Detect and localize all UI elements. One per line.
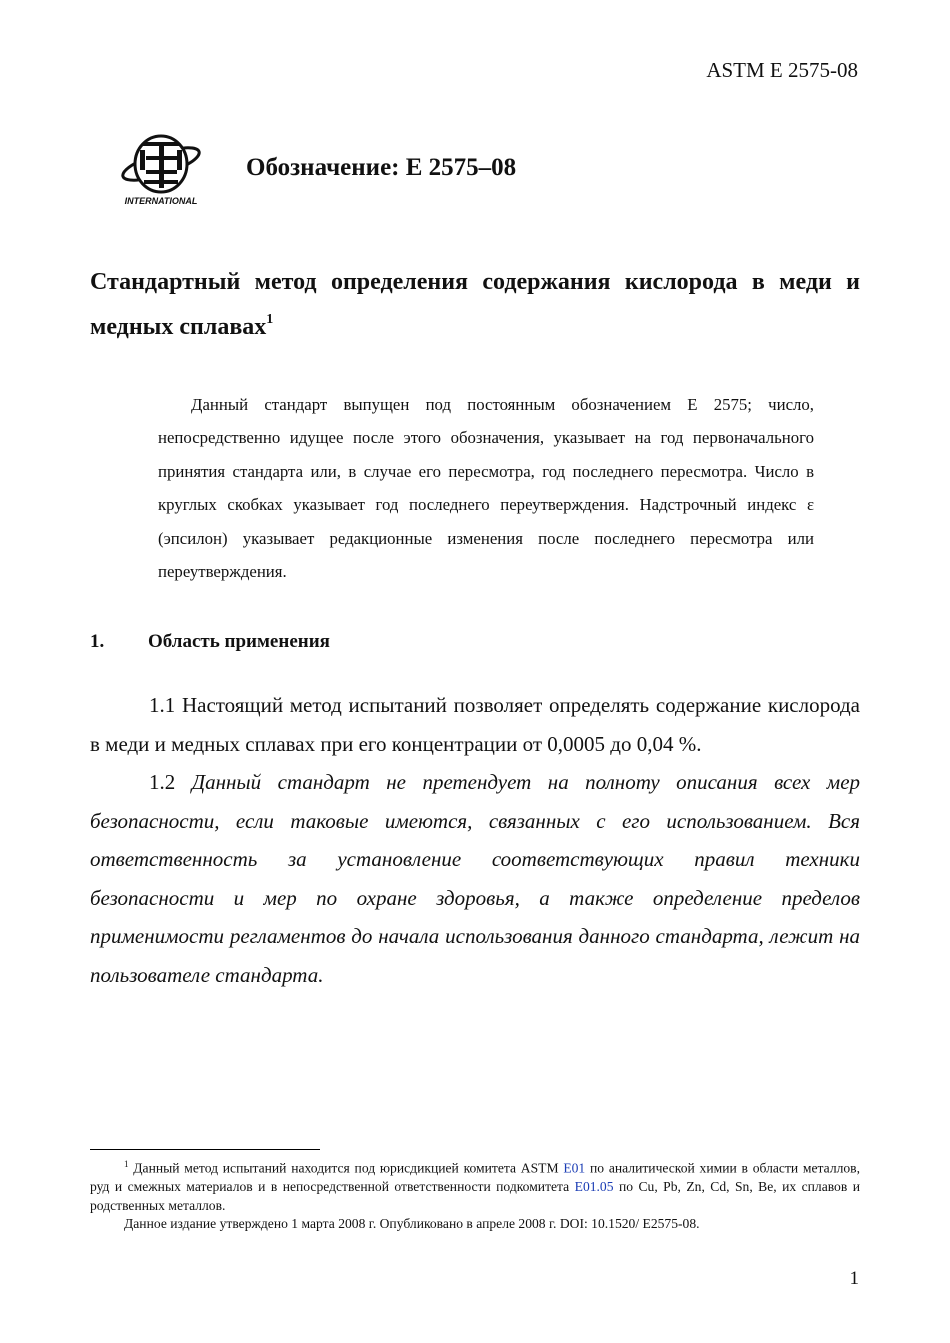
title-text: Стандартный метод определения содержания кислорода в меди и медных сплавах <box>90 269 860 340</box>
logo-label: INTERNATIONAL <box>124 196 198 206</box>
astm-emblem-icon <box>116 132 206 208</box>
footnote-text-b: по аналитической химии в области металлов, руд и смежных материалов и в непосредственной ответственности подкомитета <box>90 1160 860 1195</box>
footnote-text-a: Данный метод испытаний находится под юрисдикцией комитета ASTM <box>133 1160 559 1176</box>
page-number: 1 <box>849 1268 859 1289</box>
designation-notice: Данный стандарт выпущен под постоянным обозначением E 2575; число, непосредственно идущее после этого обозначения, указывает на год первоначального принятия стандарта или, в случае его пересмотра, год последнего пересмотра. Число в круглых скобках указывает год последнего переутверждения. Надстрочный индекс ε (эпсилон) указывает редакционные изменения после последнего пересмотра или переутверждения. <box>158 395 814 582</box>
paragraph-1-1 <box>90 686 860 763</box>
title-footnote-mark[interactable]: 1 <box>266 312 274 327</box>
paragraph-text: Данный стандарт не претендует на полноту описания всех мер безопасности, если таковые имеются, связанных с его использованием. Вся ответственность за установление соответствующих правил техники безопасности и мер по охране здоровья, а также определение пределов применимости регламентов до начала использования данного стандарта, лежит на пользователе стандарта. <box>90 770 861 987</box>
paragraph-1-2 <box>90 763 860 994</box>
paragraph-number: 1.1 <box>149 693 176 717</box>
subcommittee-link[interactable]: E01.05 <box>574 1179 614 1195</box>
paragraph-text: Настоящий метод испытаний позволяет определять содержание кислорода в меди и медных сплавах при его концентрации от 0,0005 до 0,04 %. <box>90 693 861 756</box>
designation: Обозначение: E 2575–08 <box>246 154 517 181</box>
footnote <box>90 1155 860 1234</box>
document-code: ASTM E 2575-08 <box>706 58 858 82</box>
astm-logo <box>116 132 206 208</box>
section-number: 1. <box>90 631 105 652</box>
paragraph-number: 1.2 <box>149 770 176 794</box>
section-title: Область применения <box>148 631 330 652</box>
committee-link[interactable]: E01 <box>563 1160 586 1176</box>
edition-note: Данное издание утверждено 1 марта 2008 г. Опубликовано в апреле 2008 г. DOI: 10.1520/ E2575-08. <box>124 1216 700 1232</box>
footnote-text-c: по Cu, Pb, Zn, Cd, Sn, Be, их сплавов и родственных металлов. <box>90 1179 860 1213</box>
document-title <box>90 262 860 347</box>
footnote-mark: 1 <box>124 1159 129 1169</box>
footnote-divider <box>90 1149 320 1150</box>
